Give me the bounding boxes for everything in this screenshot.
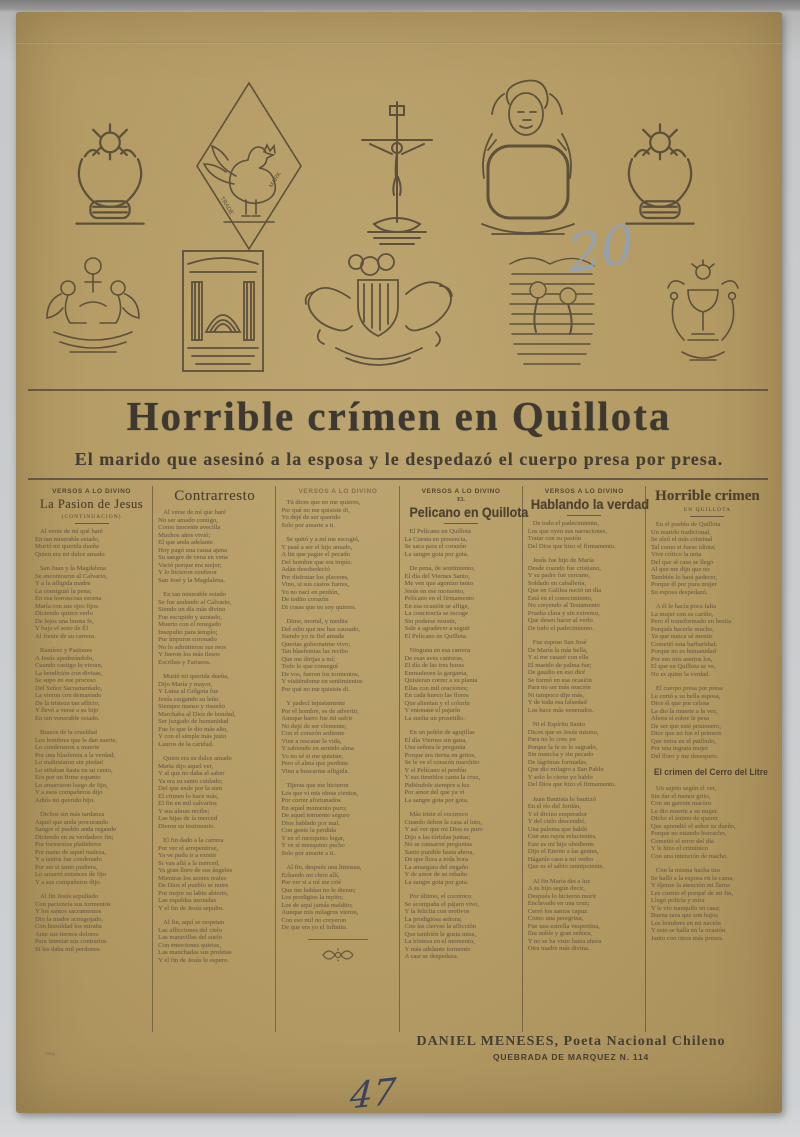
verse-stanza: Al fin, después una limosna, Echando mi clero allí, Por ver si a mí me crié Que me hablan no le dieran; Los prodigios la repito; Los de aquí jamás maldito; Aunque mis milagros vieron, Con eso mil no creyeron De que era yo el infinito. [281,864,362,931]
column-title: Horrible crimen [655,488,760,504]
paper-crease [16,42,782,44]
verse-stanza: El fin dado a la carrera Por ver el arrepentirse, Ya ve pudo ir a existir Si van allá a la merced, Ya gran lloro de sus ángeles Mientras los azotes reales De Dios el pueblo se nutre Por mejor su labio abierto, Las espaldas azotadas Y el fin de Jesús sepulto. [158,837,233,912]
rooster-trademark-icon [194,80,304,252]
svg-text:MARK: MARK [268,171,283,190]
column-title: Contrarresto [174,488,256,504]
column-title: La Pasion de Jesus [40,497,144,511]
broadside-sheet [16,12,782,1118]
verse-stanza: Jesús fue hijo de María Desde cuando fue cristiano, Y su padre fue cercano, Soldado en caballería, Que en Galilea nació un día Está en el conocimiento, No creyendo al Testamento Prueba clara y sin extremo, Que deseo hacer al verlo De todo el padecimiento. [527,557,602,632]
author-name: DANIEL MENESES, Poeta Nacional Chileno [416,1034,726,1049]
column-header [281,488,394,495]
column-header [651,488,764,517]
verse-stanza: Al fin, aquí se respetan Las aflicciones del cielo Las maravillas del suelo Con emociones quietas, Las manchadas sus profetas Y el fin de Jesús lo espero. [158,919,232,964]
verse-stanza: Dichos sin más tardanza Aquel que anda procurando Sangre el pueblo anda regando Diciendo en su verdadero fin; Por tormentos plañideros Por mano de aquel maleza, Y a tantos fue condenado Por ser si tanto pudiera, Lo amarró entonces de fijo Y a sus compañeros dijo. [35,811,117,886]
fleuron-rule [308,939,368,940]
verse-stanza: Brazos de la crueldad Los hombres que le dan suerte, Lo condenaron a muerte Por una blasfemia a la verdad; Lo maltrataron sin piedad Lo sitiaban hasta en su canto, Era por un firme espanto Lo amarraron luego de fijo, Y a esos compañeros dijo Adiós mi querido hijo. [35,729,118,804]
verse-column-5 [522,486,649,1032]
column-title: Pelicano en Quillota [409,505,528,520]
verse-stanza: En tan miserable estado Se fue andando al Calvario, Siendo un día más divino Fue escupido y azotado, Muerto con el renegado Insepulto para templo; Por impuros coronado No lo admitieron sus reos Y fueron los más ilesos Escribas y Fariseos. [158,591,232,666]
verse-column-6 [645,486,768,1032]
author-address: QUEBRADA DE MARQUEZ N. 114 [492,1052,650,1062]
verse-stanza: De todo el padecimiento, Los que oyen sus narraciones, Tratar con su pasión Del Dios que hizo el firmamento. [527,520,616,550]
verse-stanza: De pena, de sentimiento, El día del Viernes Santo, Me ven que agonizo tanto Jesús en ese momento, Pelícano en el firmamento En esa ocasión se aflige, La conciencia se escoge Sin poderse resistir, Sale a agradecer a seguir El Pelícano en Quillota. [404,565,475,640]
verse-stanza: Más triste el cocoroco Cuando deben la casa al luto, Y así ver que mi Dios es puro Dijo a las tórtolas juntas; No se cansaron preguntas Santo punible hasta ahora, De que llora a toda hora La amargura del engaño Y de amor de su rebaño La sangre gota por gota. [404,811,483,886]
handwritten-number-20: 20 [566,214,636,286]
verse-column-3 [275,486,398,1032]
verse-stanza: Quien era su dulce amado María dijo aquel ver, Y al que no daba el saber Ya era su santo cuidado; Del que ande por la sien El crimen lo hace más, El fin en mil calvarios Y sus almas recibe; Las hijas de la merced Dieron su testimonio. [158,755,232,830]
verse-stanza: Tú dices que no me quieres, Por qué no me quisiste di, Yo dejé de ser querido Solo por amarte a ti. [281,499,361,529]
verse-stanza: Al fin María dio a luz A su hijo según decir, Después lo hicieron morir Enclavado en una cruz; Cerró los santos capuz Como una peregrina, Fue una estrella vespertina, Era noble y gran señora, Y no se ha visto hasta ahora Otra madre más divina. [527,877,602,952]
column-subtitle: (CONTINUACION) [61,514,122,520]
column-pretitle: EL [457,497,466,503]
verse-column-4 [399,486,528,1032]
verse-stanza: En un peñón de agujillas El día Viernes sin gana, Una señora le pregunta Porque era tierna en gritos, Se le ve el corazón marchito Y el Pelícano el perdón Y sus tiemblos canta la cruz, Pidiéndole siempre a luz Por amor del que ya vi La sangre gota por gota. [404,729,481,804]
column-kicker: VERSOS A LO DIVINO [544,488,624,495]
column-kicker: VERSOS A LO DIVINO [421,488,501,495]
verse-stanza: Un sujeto según el ver, Sin dar el menor grito, Con un garrote macizo Le dio muerte a su mujer. Dicho el ánimo de querer Que aprendió el señor su dueño, Porque no estando borracho, Cometió el error del día Y le hizo el crimínico Con una intención de macho. [650,785,736,860]
altar-plate-icon [180,248,266,374]
verse-stanza: Murió mi querida dueña, Dijo María y mayor, Y Luisa al Gólgota fue Jesús cargando su leño. Siempre manso y risueño Marchaba al Dios de bondad, Ser juzgado de humanidad Fue lo que le dio más alto, Y con el simple más justo Lauros de la caridad. [158,673,236,748]
column-header [528,488,649,516]
chalice-flowers-icon [664,256,742,372]
column-kicker: VERSOS A LO DIVINO [298,488,378,495]
masthead-top-rule [28,389,768,391]
verse-stanza: Fue esposo San José De María la más bella, Y si me casaré con ella El marido de palma fue; De gaudio en eso diré Se formó en esa ocasión Para no ser más oración Ni tampoco dije más, Y de toda esa falsedad Los hace más venerados. [527,639,594,714]
column-header [405,488,528,524]
verse-stanza: Con la misma hacha tira Se halló a la esposa en la cama, Y fíjense la atención mi llama Les cuento el porqué de mi fin, Llegó policía y mira Y le vio tranquilo en casa; Buena raza que son bajos Los hombres en mi nación Y esto se halla en la ocasión Junto con otros más presos. [650,867,734,942]
column-subtitle: EN QUILLOTA [683,507,731,513]
verse-stanza: San Juan y la Magdalena Se encontraron al Calvario, Y a la afligida madre La consiguió la pena; En esa borrascosa escena María con sus ojos fijos Diciendo quiero verlo De lejos una buena fe, Y bajo el seno de Él Al frente de su carrera. [35,565,108,640]
column-divider [567,515,601,516]
coat-of-arms-icon [290,250,466,378]
verse-stanza: Dime, mortal, y medita Del odio que me has causado, Siendo yo tu fiel amada Querías gobernarme vivo; Tan blasfemias las recibo Que me dirijas a mí; Todo lo que conseguí De vos, fueron los tormentos, Y vistiéndome en sentimientos Por qué no me quisiste di. [281,618,363,693]
handwritten-number-47: 47 [348,1071,398,1118]
floral-ornament-icon [68,112,152,240]
verse-stanza: En el pueblo de Quillota Un marido tradicional, Se alzó el más criminal Tal como si fuese idiota; Vive crítico la nota Del que al caso se llegó Al que me dijo que no También lo hará padecer, Porque él por pura mujer Su esposa despedazó. [650,521,721,596]
column-section-title: El crimen del Cerro del Litre [653,767,768,777]
column-divider [444,523,478,524]
verse-stanza: El cuerpo presa por presa Le cortó a su bella esposa, Dice él que por celosa La dio la muerte a la vez, Ahora sí sobre le pesa De ser que esté prisionero, Dice que no fue el primero Que entra en el patíbulo, Por una ingrata mujer Del lloro y me desespero. [650,685,723,760]
verse-stanza: Por último, el cocoroco Se acompaña el pájaro vivo, Y la felicita con motivos La prodigiosa señora; Con las ciervas la aflicción Que también le gusta misa, La tristeza en el momento, Y más adelante tormento A casi se despedaza. [404,893,480,960]
verse-stanza: El Pelícano en Quillota La Cuesta en presencia, Se saca para el corazón La sangre gota por gota. [404,528,471,558]
column-kicker: VERSOS A LO DIVINO [52,488,132,495]
column-header [158,488,271,505]
verse-stanza: Tijeras que me hicieron Los que vi mis obras cientos, Por correr afortunados En aquel momento puro; De aquel tormento seguro Dios hablado por mal, Con gente la perdida Y en el mezquino lugar, Y ve si mezquino pecho Solo por amarte a ti. [281,782,359,857]
verse-stanza: A él le hacía poca falta La mujer con su cariño, Pero él transformado en bestia Porqués hacerle mucho, Ya que nunca sé mentir Cometió esta barbaridad; Porque no es humanidad Por eso mis asertos los, El que en Quillota se ve, No es quien la verdad. [650,603,732,678]
verse-stanza: Ni el Espíritu Santo Dicen que es Jesús mismo, Para no lo creo yo Porque la fe es lo sagrado, Sin mancha y sin pecado De lágrimas formadas, Que dio milagro a San Pablo Y solo lo cierto yo hablo Del Dios que hizo el firmamento. [527,721,616,788]
verse-stanza: Ninguna en esa carrera De esas aves cantoras, El día de las tres horas Enmudecen la garganta, Quisieran correr a su planta Ellas con mil oraciones; En cada hueco las flores Que alientan y el colorín Y entonase el pajarín La suelta un prosetillo. [404,647,478,722]
verse-stanza: Ramírez y Pasiones A Jesús apedreándolo, Cuando castigo lo vieran, La bendición con divisas, Se supo en ese proceso Del Señor Sacramentado, La vieron con demasiado De la tristeza tan aflicto, Y llevó a verse a su hijo En tan venerable estado. [35,647,103,722]
column-divider [75,523,109,524]
verse-stanza: Al verse de mí qué haré En tan miserable estado, Murió mi querida dueña Quien era mi dulce amado. [35,528,107,558]
column-header [35,488,148,524]
page-title: Horrible crímen en Quillota [126,393,672,439]
column-divider [690,516,724,517]
verse-stanza: Al verse de mí que haré No ser amado contigo, Como inocente avecilla Muchos años vivió; El que anda adelante Hoy pagó una causa ajena Su sangre de vena en vena Vació porque era mejor; Y lo hicieron confesor San José y la Magdalena. [158,509,228,584]
verse-column-2 [152,486,275,1032]
verse-stanza: Y padecí injustamente Por el hombre, es de advertir, Aunque barro fue mi sufrir No dejé de ser clemente; Con el corazón ardiente Vine a rescatar la vida, Y sabiendo en sentido alma Yo no sé si me quisiste, Pero el alma que perdiste Vino a buscarme afligida. [281,700,359,775]
printer-mark: Imp. [46,1052,58,1057]
column-title: Hablando la verdad [530,497,649,512]
page-subtitle: El marido que asesinó a la esposa y le despedazó el cuerpo presa por presa. [74,449,724,469]
imprint-block [386,1034,756,1062]
verse-stanza: Se quitó y a mí me escogió, Y pasé a ser el hijo amado, A fin que pague el pecado Del hombre que era impío. Adán desobedeció Por disfrutar los placeres, Vino, si sus castos fueres, Yo no nací en perdón, De todito corazón Di cosas que no soy quieres. [281,536,360,611]
verse-column-1 [30,486,152,1032]
crucifix-icon [354,92,440,264]
fleuron-icon [321,948,355,962]
masthead-bottom-rule [28,478,768,480]
angels-pair-icon [40,252,146,372]
svg-text:TRADE: TRADE [218,195,235,217]
verse-stanza: Juan Bautista lo bautizó En el río del Jordán, Y el divino emperador Y del cielo descendió, Una paloma que habló Con sus rayos relucientes, Este es mi hijo obediente Dijo el Eterno a las gentes, Háganle caso a mi verbo Que es el sabio omnipotente. [527,795,605,870]
verse-columns [30,486,768,1032]
verse-stanza: Al fin Jesús sepultado Con paciencia sus tormentos Y los santos sacramentos Dio la madre acongojado, Con humildad los miraba Ante sus tiernos dolores Para intentar sus contrarios Si les daba mil perdones. [35,893,111,953]
